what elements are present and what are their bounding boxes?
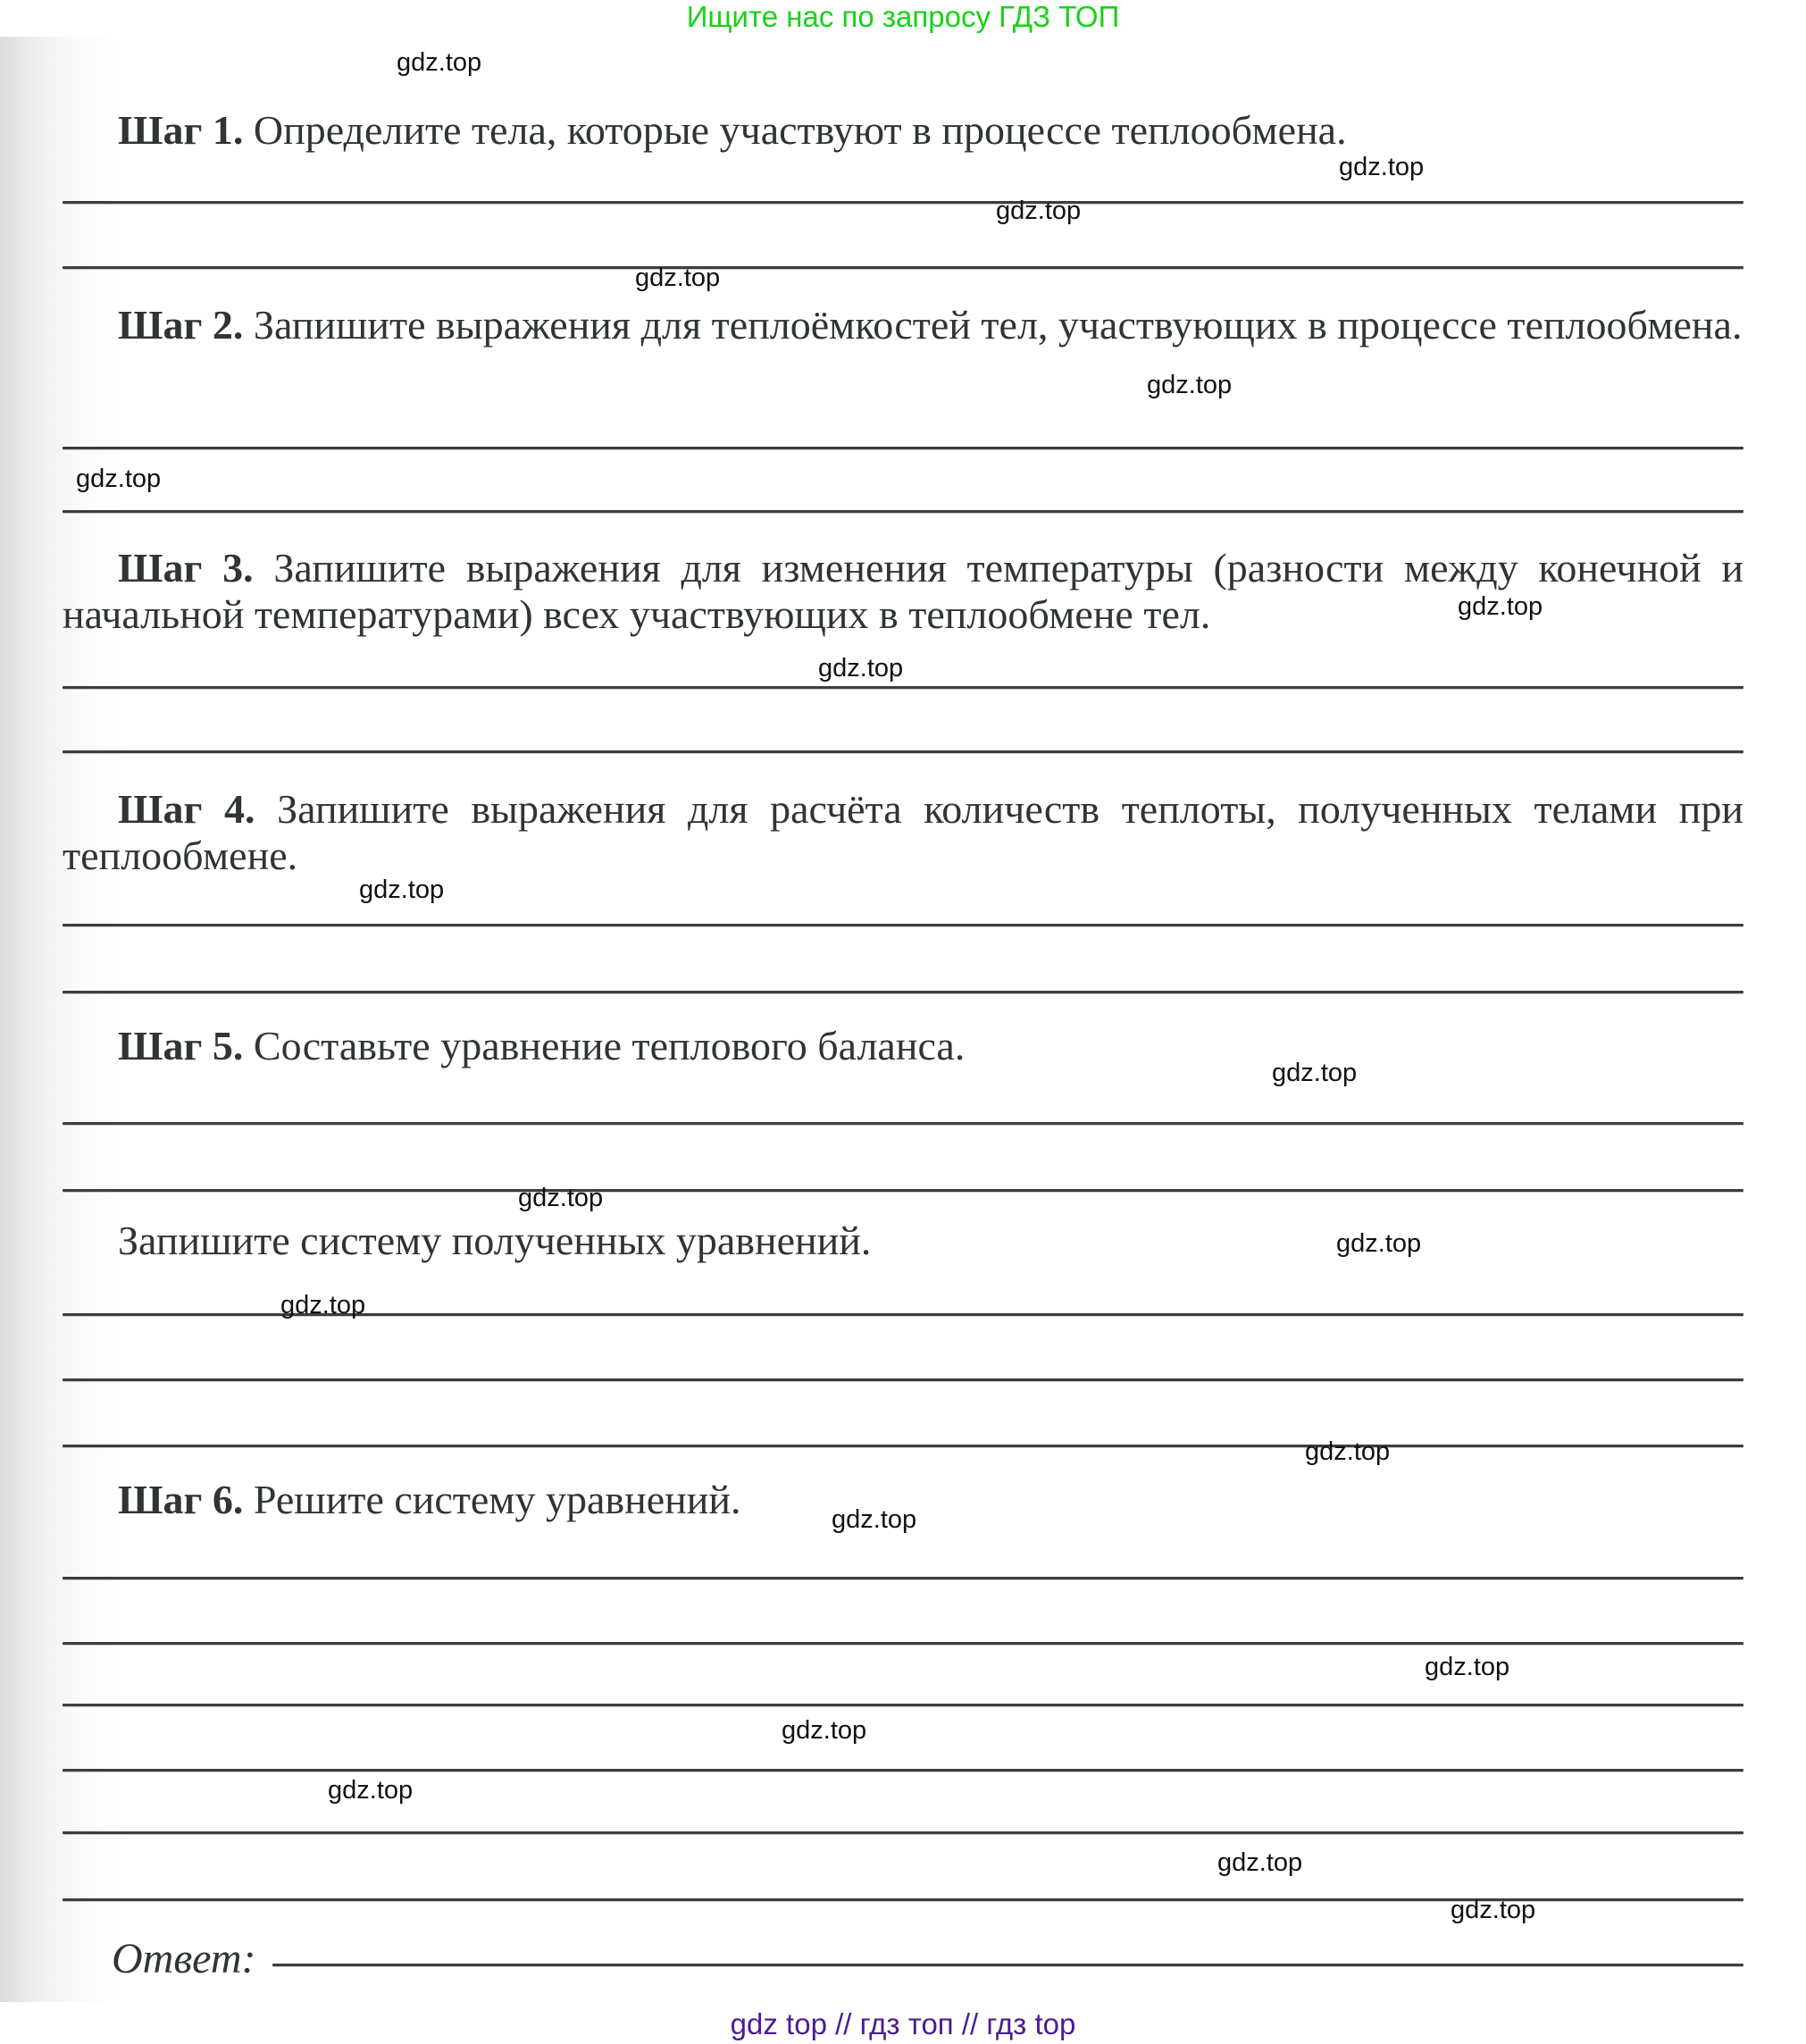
watermark: gdz.top: [782, 1716, 867, 1745]
answer-line[interactable]: [63, 1189, 1743, 1192]
step-4-heading: [63, 786, 1743, 879]
answer-line[interactable]: [63, 1769, 1743, 1772]
answer-label: Ответ:: [112, 1935, 256, 1982]
step-label: Шаг 1.: [118, 107, 244, 153]
step-2-heading: [63, 302, 1743, 348]
watermark: gdz.top: [1425, 1653, 1510, 1681]
watermark: gdz.top: [996, 197, 1082, 225]
step-1-heading: [63, 107, 1743, 154]
footer-watermark: gdz top // гдз топ // гдз top: [730, 2007, 1076, 2040]
step-label: Шаг 2.: [118, 302, 244, 348]
step-label: Шаг 3.: [118, 545, 254, 591]
answer-line[interactable]: [63, 1577, 1743, 1579]
step-text: Запишите выражения для изменения температуры (разности между конечной и начальной температурами) всех участвующих в теплообмене тел.: [63, 545, 1744, 637]
system-heading: [63, 1218, 1743, 1264]
answer-field-line[interactable]: [272, 1964, 1743, 1966]
watermark: gdz.top: [518, 1184, 604, 1212]
watermark: gdz.top: [832, 1505, 917, 1534]
watermark: gdz.top: [1147, 371, 1233, 399]
answer-line[interactable]: [63, 1378, 1743, 1381]
answer-line[interactable]: [63, 1642, 1743, 1645]
step-text: Составьте уравнение теплового баланса.: [253, 1023, 966, 1068]
watermark: gdz.top: [1339, 153, 1425, 181]
search-banner: Ищите нас по запросу ГДЗ ТОП: [686, 0, 1120, 33]
answer-line[interactable]: [63, 686, 1743, 689]
watermark: gdz.top: [328, 1776, 414, 1805]
answer-line[interactable]: [63, 447, 1743, 449]
watermark: gdz.top: [397, 48, 482, 77]
step-label: Шаг 4.: [118, 786, 255, 832]
watermark: gdz.top: [1458, 592, 1543, 621]
watermark: gdz.top: [1305, 1437, 1391, 1466]
watermark: gdz.top: [1451, 1896, 1536, 1924]
answer-line[interactable]: [63, 1445, 1743, 1447]
step-text: Запишите систему полученных уравнений.: [118, 1218, 872, 1263]
step-label: Шаг 5.: [118, 1023, 244, 1068]
answer-line[interactable]: [63, 266, 1743, 269]
step-5-heading: [63, 1023, 1743, 1069]
watermark: gdz.top: [280, 1291, 366, 1319]
answer-line[interactable]: [63, 991, 1743, 993]
watermark: gdz.top: [1272, 1059, 1358, 1087]
step-text: Решите систему уравнений.: [253, 1477, 741, 1522]
answer-line[interactable]: [63, 1704, 1743, 1706]
step-text: Запишите выражения для расчёта количеств теплоты, полученных телами при теплообмене.: [63, 786, 1743, 878]
watermark: gdz.top: [635, 264, 721, 292]
answer-line[interactable]: [63, 1831, 1743, 1834]
step-text: Определите тела, которые участвуют в процессе теплообмена.: [253, 107, 1347, 153]
step-label: Шаг 6.: [118, 1477, 244, 1522]
step-text: Запишите выражения для теплоёмкостей тел, участвующих в процессе теплообмена.: [253, 302, 1743, 348]
watermark: gdz.top: [76, 465, 162, 493]
watermark: gdz.top: [1336, 1229, 1422, 1258]
answer-line[interactable]: [63, 1122, 1743, 1125]
watermark: gdz.top: [1217, 1848, 1303, 1877]
answer-line[interactable]: [63, 510, 1743, 513]
watermark: gdz.top: [818, 654, 904, 683]
watermark: gdz.top: [359, 875, 445, 904]
answer-line[interactable]: [63, 750, 1743, 753]
answer-line[interactable]: [63, 201, 1743, 204]
step-3-heading: [63, 545, 1743, 638]
answer-line[interactable]: [63, 924, 1743, 926]
